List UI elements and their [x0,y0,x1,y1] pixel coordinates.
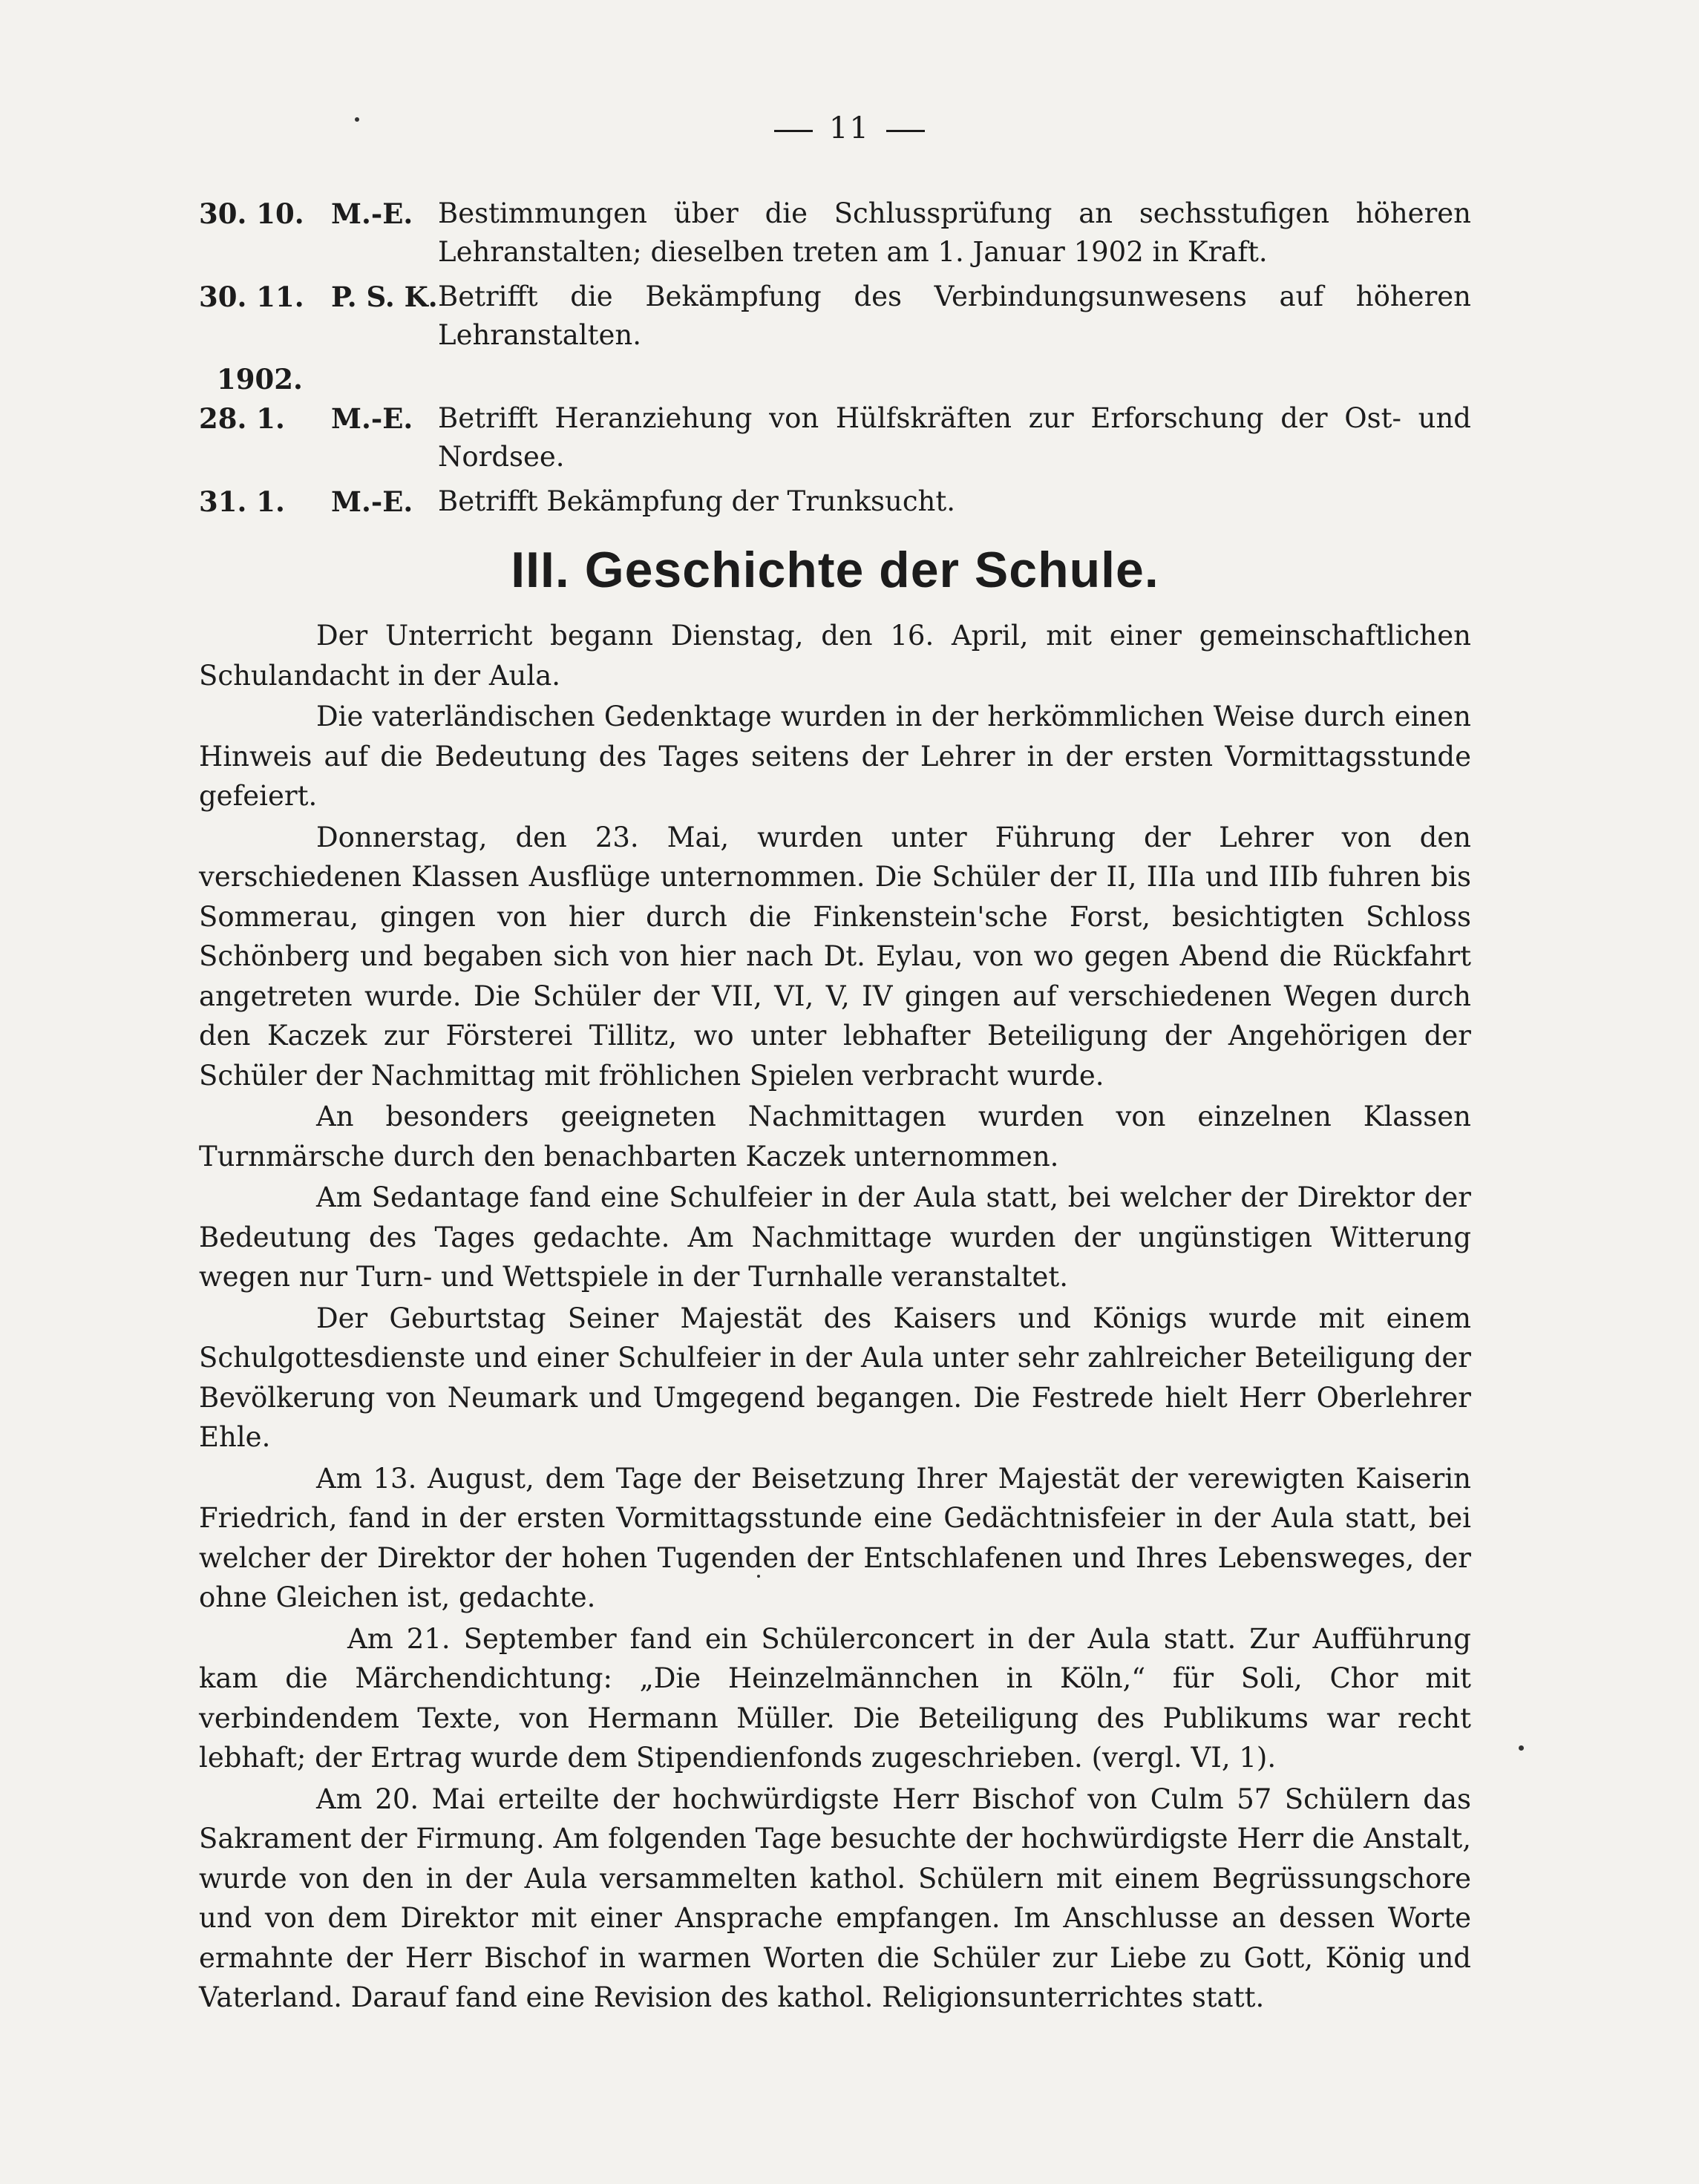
paragraph: An besonders geeigneten Nachmittagen wurden von einzelnen Klassen Turnmärsche durch den benachbarten Kaczek unternommen. [199,1101,1471,1173]
paragraph: Am 13. August, dem Tage der Beisetzung Ihrer Majestät der verewigten Kaiserin Friedrich, fand in der ersten Vormittagsstunde eine Gedächtnisfeier in der Aula statt, bei welcher der Direktor der hohen Tugenden der Entschlafenen und Ihres Lebensweges, der ohne Gleichen ist, gedachte. [199,1462,1471,1613]
decree-date: 31. 1. [199,485,285,518]
left-dash [774,130,813,132]
paragraph: Am Sedantage fand eine Schulfeier in der Aula statt, bei welcher der Direktor der Bedeutung des Tages gedachte. Am Nachmittage wurden der ungünstigen Witterung wegen nur Turn- und Wettspiele in der Turnhalle veranstaltet. [199,1181,1471,1293]
decree-text: Bestimmungen über die Schlussprüfung an sechsstufigen höheren Lehranstalten; dieselben treten am 1. Januar 1902 in Kraft. [438,197,1471,268]
decree-entry [199,278,1471,355]
decree-reference: M.-E. [331,197,413,230]
right-dash [886,130,925,132]
decree-entry [199,482,1471,521]
page-content [199,194,1471,2019]
decree-entry [199,194,1471,272]
ink-speck [757,1575,760,1578]
decree-date: 28. 1. [199,402,285,435]
ink-speck [355,117,359,122]
decree-reference: P. S. K. [331,281,438,313]
decree-text: Betrifft Bekämpfung der Trunksucht. [438,485,956,517]
year-label: 1902. [217,363,303,396]
decree-text: Betrifft Heranziehung von Hülfskräften zur Erforschung der Ost- und Nordsee. [438,402,1471,473]
ink-speck [1519,1745,1524,1751]
decree-date: 30. 10. [199,197,304,230]
section-heading: III. Geschichte der Schule. [511,542,1159,598]
page-number: 11 [829,111,870,145]
decree-reference: M.-E. [331,485,413,518]
decree-reference: M.-E. [331,402,413,435]
decree-date: 30. 11. [199,281,304,313]
paragraph: Am 20. Mai erteilte der hochwürdigste Herr Bischof von Culm 57 Schülern das Sakrament der Firmung. Am folgenden Tage besuchte der hochwürdigste Herr die Anstalt, wurde von den in der Aula versammelten kathol. Schülern mit einem Begrüssungschore und von dem Direktor mit einer Ansprache empfangen. Im Anschlusse an dessen Worte ermahnte der Herr Bischof in warmen Worten die Schüler zur Liebe zu Gott, König und Vaterland. Darauf fand eine Revision des kathol. Religionsunterrichtes statt. [199,1783,1471,2013]
decree-entry [199,399,1471,476]
page-number-line [0,111,1699,145]
paragraph: Der Geburtstag Seiner Majestät des Kaisers und Königs wurde mit einem Schulgottesdienste und einer Schulfeier in der Aula unter sehr zahlreicher Beteiligung der Bevölkerung von Neumark und Umgegend begangen. Die Festrede hielt Herr Oberlehrer Ehle. [199,1302,1471,1453]
paragraph: Donnerstag, den 23. Mai, wurden unter Führung der Lehrer von den verschiedenen Klassen Ausflüge unternommen. Die Schüler der II, IIIa und IIIb fuhren bis Sommerau, gingen von hier durch die Finkenstein'sche Forst, besichtigten Schloss Schönberg und begaben sich von hier nach Dt. Eylau, von wo gegen Abend die Rückfahrt angetreten wurde. Die Schüler der VII, VI, V, IV gingen auf verschiedenen Wegen durch den Kaczek zur Försterei Tillitz, wo unter lebhafter Beteiligung der Angehörigen der Schüler der Nachmittag mit fröhlichen Spielen verbracht wurde. [199,821,1471,1092]
paragraph: Die vaterländischen Gedenktage wurden in der herkömmlichen Weise durch einen Hinweis auf die Bedeutung des Tages seitens der Lehrer in der ersten Vormittagsstunde gefeiert. [199,701,1471,812]
paragraph: Der Unterricht begann Dienstag, den 16. April, mit einer gemeinschaftlichen Schulandacht in der Aula. [199,620,1471,692]
decree-text: Betrifft die Bekämpfung des Verbindungsunwesens auf höheren Lehranstalten. [438,281,1471,351]
paragraph: Am 21. September fand ein Schülerconcert in der Aula statt. Zur Aufführung kam die Märchendichtung: „Die Heinzelmännchen in Köln,“ für Soli, Chor mit verbindendem Texte, von Hermann Müller. Die Beteiligung des Publikums war recht lebhaft; der Ertrag wurde dem Stipendienfonds zugeschrieben. (vergl. VI, 1). [199,1622,1471,1774]
